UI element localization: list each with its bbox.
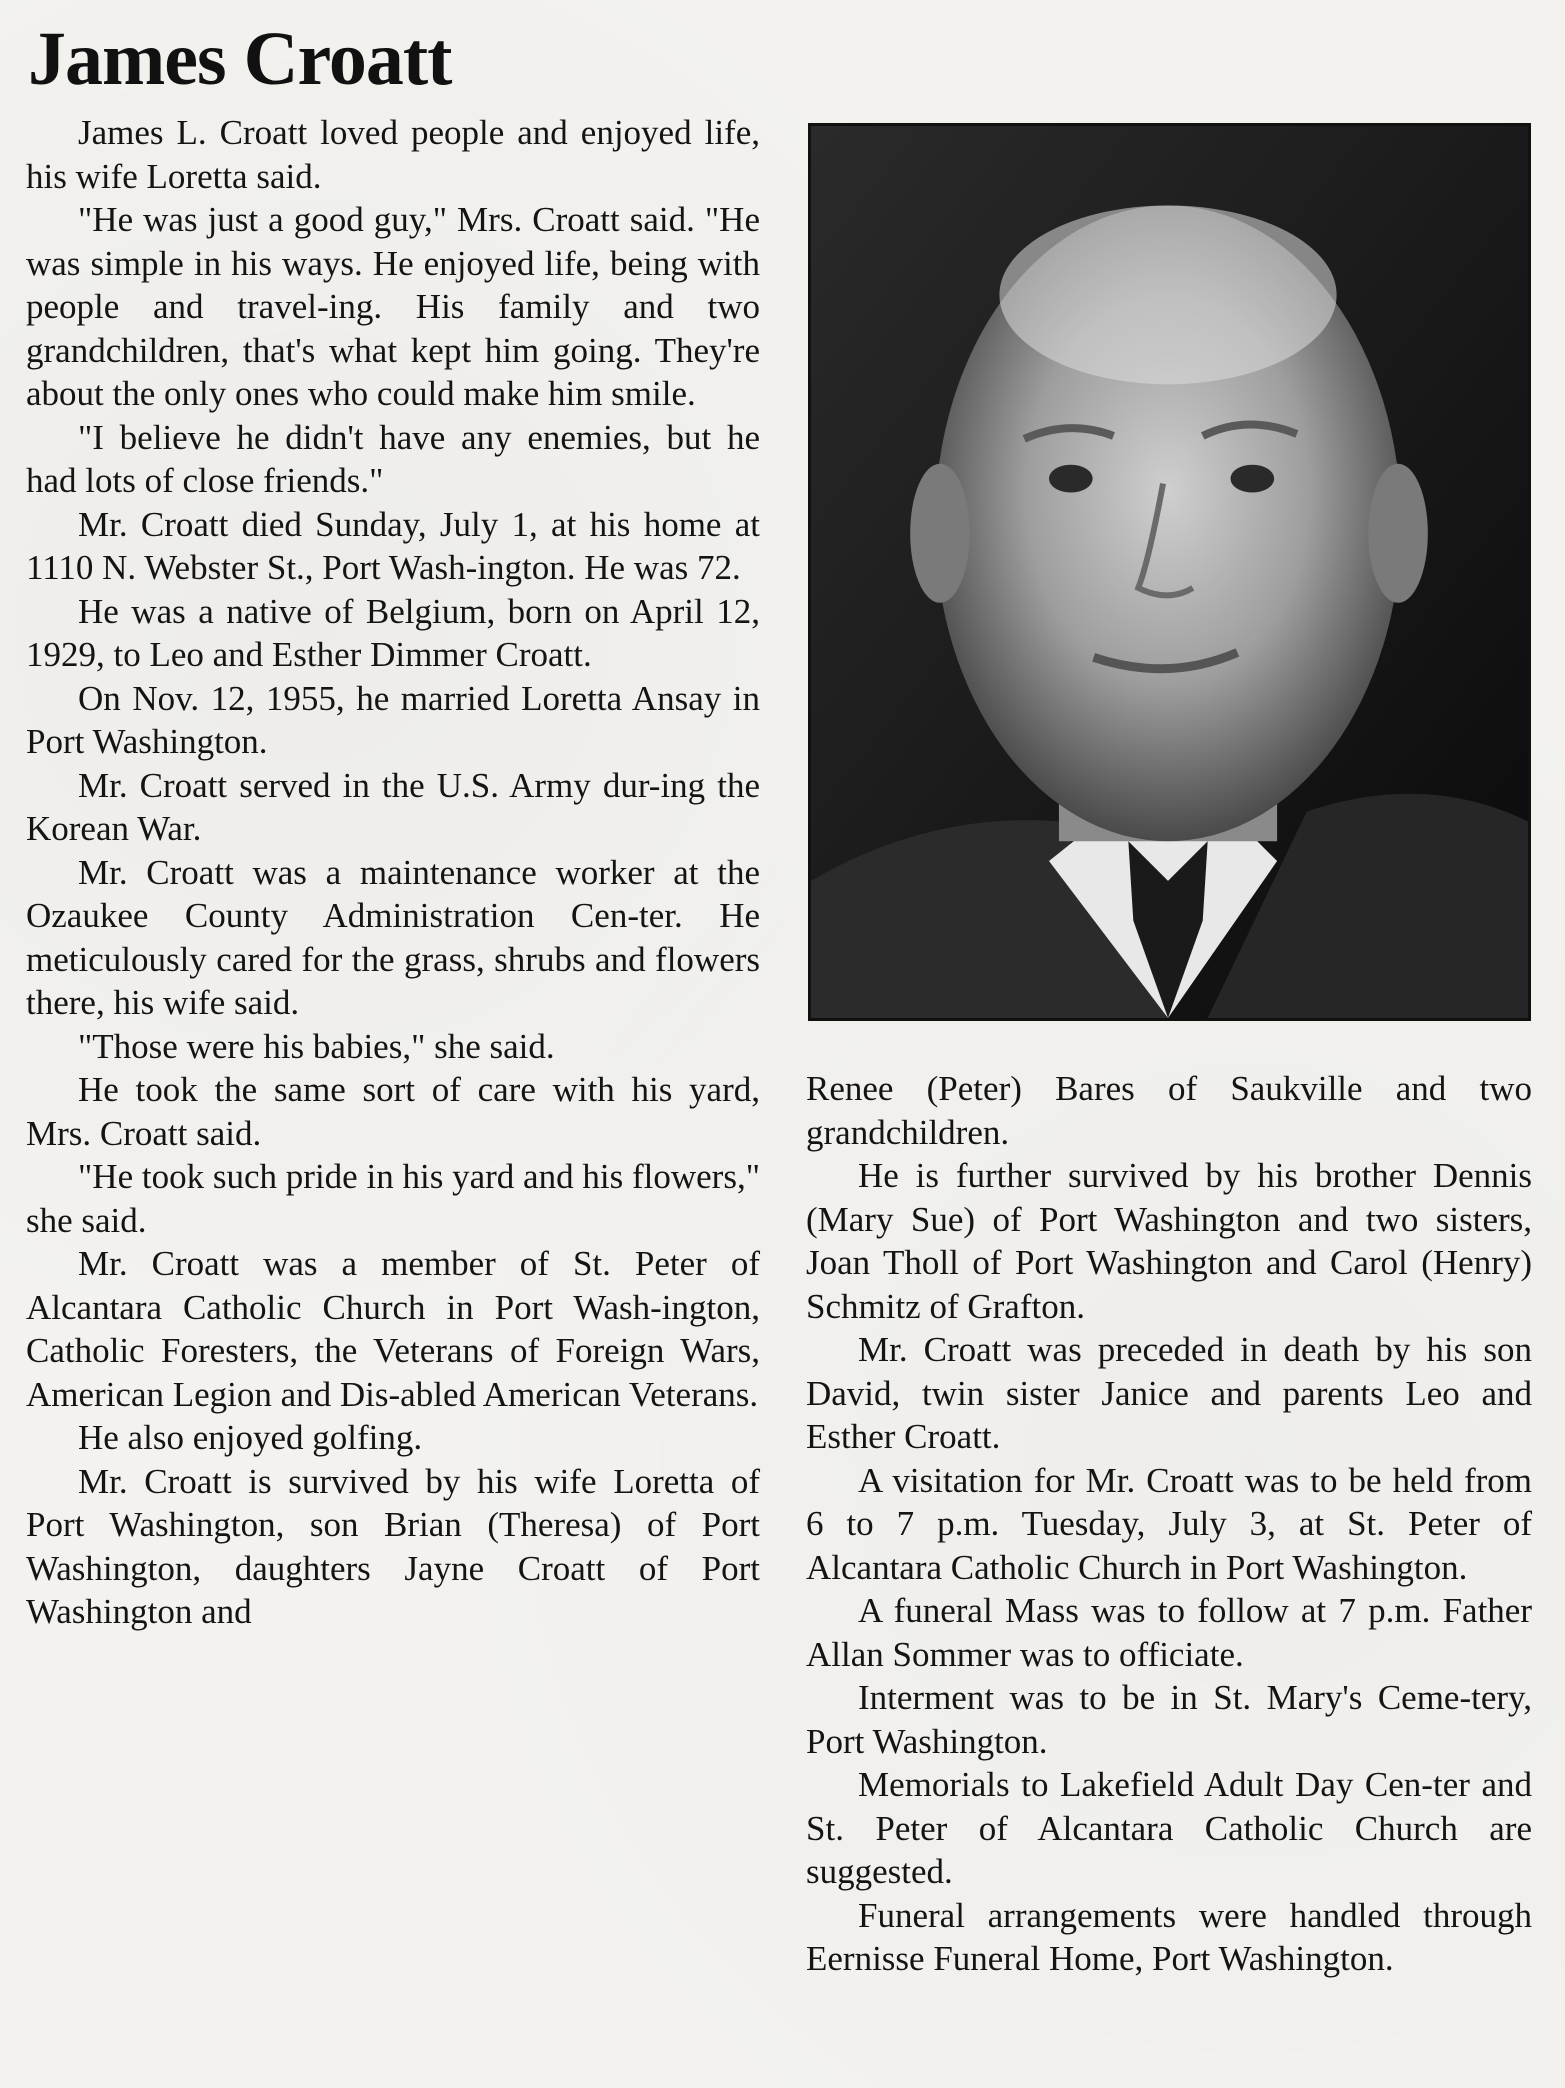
paragraph: He took the same sort of care with his yard, Mrs. Croatt said. (26, 1070, 760, 1153)
left-column (26, 111, 760, 1634)
paragraph: Funeral arrangements were handled through Eernisse Funeral Home, Port Washington. (806, 1895, 1532, 1978)
paragraph: Memorials to Lakefield Adult Day Cen-ter and St. Peter of Alcantara Catholic Church are suggested. (806, 1765, 1532, 1891)
paragraph: "He took such pride in his yard and his flowers," she said. (26, 1157, 760, 1240)
paragraph: James L. Croatt loved people and enjoyed life, his wife Loretta said. (26, 113, 760, 196)
paragraph: Mr. Croatt was a member of St. Peter of Alcantara Catholic Church in Port Wash-ington, Catholic Foresters, the Veterans of Foreign Wars, American Legion and Dis-abled American Veterans. (26, 1244, 760, 1414)
portrait-image (811, 126, 1528, 1018)
paragraph: On Nov. 12, 1955, he married Loretta Ansay in Port Washington. (26, 678, 760, 761)
paragraph: He also enjoyed golfing. (78, 1418, 423, 1457)
paragraph: He is further survived by his brother Dennis (Mary Sue) of Port Washington and two sisters, Joan Tholl of Port Washington and Carol (Henry) Schmitz of Grafton. (806, 1156, 1532, 1326)
obituary-headline: James Croatt (28, 17, 452, 101)
paragraph: Mr. Croatt was preceded in death by his son David, twin sister Janice and parents Leo and Esther Croatt. (806, 1330, 1532, 1456)
paragraph: A visitation for Mr. Croatt was to be held from 6 to 7 p.m. Tuesday, July 3, at St. Peter of Alcantara Catholic Church in Port Washington. (806, 1460, 1532, 1587)
paragraph: Mr. Croatt died Sunday, July 1, at his home at 1110 N. Webster St., Port Wash-ington. He was 72. (26, 504, 760, 587)
right-column (806, 1067, 1532, 1981)
paragraph: "He was just a good guy," Mrs. Croatt said. "He was simple in his ways. He enjoyed life, being with people and travel-ing. His family and two grandchildren, that's what kept him going. They're about the only ones who could make him smile. (26, 200, 760, 413)
paragraph: Renee (Peter) Bares of Saukville and two grandchildren. (806, 1069, 1532, 1152)
paragraph: Mr. Croatt served in the U.S. Army dur-ing the Korean War. (26, 765, 760, 848)
paragraph: Interment was to be in St. Mary's Ceme-tery, Port Washington. (806, 1678, 1532, 1761)
paragraph: A funeral Mass was to follow at 7 p.m. Father Allan Sommer was to officiate. (806, 1591, 1532, 1674)
paragraph: "I believe he didn't have any enemies, but he had lots of close friends." (26, 417, 760, 500)
paragraph: He was a native of Belgium, born on April 12, 1929, to Leo and Esther Dimmer Croatt. (26, 591, 760, 674)
portrait-photo (808, 123, 1531, 1021)
paragraph: Mr. Croatt was a maintenance worker at the Ozaukee County Administration Cen-ter. He meticulously cared for the grass, shrubs and flowers there, his wife said. (26, 852, 760, 1022)
paragraph: Mr. Croatt is survived by his wife Loretta of Port Washington, son Brian (Theresa) of Port Washington, daughters Jayne Croatt of Port Washington and (26, 1461, 760, 1631)
paragraph: "Those were his babies," she said. (78, 1026, 555, 1066)
